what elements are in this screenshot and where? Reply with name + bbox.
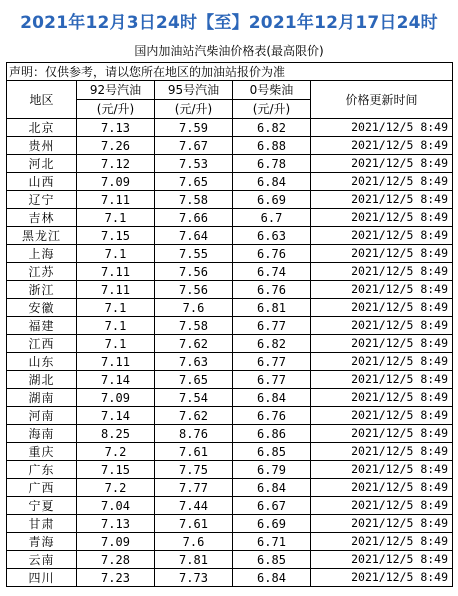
region-cell: 四川	[7, 569, 77, 587]
updated-cell: 2021/12/5 8:49	[311, 497, 453, 515]
notice-row	[7, 63, 453, 81]
price-95-cell: 7.56	[155, 281, 233, 299]
price-0-cell: 6.76	[233, 407, 311, 425]
table-row	[7, 155, 453, 173]
price-95-cell: 7.44	[155, 497, 233, 515]
price-92-cell: 7.14	[77, 407, 155, 425]
table-row	[7, 371, 453, 389]
region-cell: 安徽	[7, 299, 77, 317]
table-row	[7, 389, 453, 407]
table-row	[7, 227, 453, 245]
region-cell: 上海	[7, 245, 77, 263]
page-title: 2021年12月3日24时【至】2021年12月17日24时	[20, 13, 438, 33]
table-row	[7, 353, 453, 371]
price-0-cell: 6.82	[233, 119, 311, 137]
region-cell: 河南	[7, 407, 77, 425]
price-92-cell: 7.15	[77, 461, 155, 479]
updated-cell: 2021/12/5 8:49	[311, 317, 453, 335]
region-cell: 黑龙江	[7, 227, 77, 245]
price-92-cell: 7.09	[77, 533, 155, 551]
price-0-cell: 6.76	[233, 245, 311, 263]
region-cell: 广西	[7, 479, 77, 497]
price-0-cell: 6.67	[233, 497, 311, 515]
price-92-cell: 7.11	[77, 353, 155, 371]
notice-text: 声明：仅供参考，请以您所在地区的加油站报价为准	[7, 63, 453, 81]
header-updated: 价格更新时间	[311, 81, 453, 119]
price-0-cell: 6.85	[233, 551, 311, 569]
updated-cell: 2021/12/5 8:49	[311, 353, 453, 371]
region-cell: 海南	[7, 425, 77, 443]
table-row	[7, 281, 453, 299]
price-0-cell: 6.86	[233, 425, 311, 443]
updated-cell: 2021/12/5 8:49	[311, 533, 453, 551]
price-92-cell: 7.15	[77, 227, 155, 245]
table-row	[7, 425, 453, 443]
price-92-cell: 7.09	[77, 173, 155, 191]
region-cell: 甘肃	[7, 515, 77, 533]
region-cell: 湖南	[7, 389, 77, 407]
table-row	[7, 299, 453, 317]
price-0-cell: 6.82	[233, 335, 311, 353]
price-95-cell: 7.61	[155, 443, 233, 461]
table-row	[7, 191, 453, 209]
price-0-cell: 6.79	[233, 461, 311, 479]
header-region: 地区	[7, 81, 77, 119]
price-0-cell: 6.77	[233, 353, 311, 371]
price-92-cell: 8.25	[77, 425, 155, 443]
price-95-cell: 7.75	[155, 461, 233, 479]
price-0-cell: 6.84	[233, 479, 311, 497]
updated-cell: 2021/12/5 8:49	[311, 281, 453, 299]
region-cell: 山西	[7, 173, 77, 191]
price-92-cell: 7.26	[77, 137, 155, 155]
price-92-cell: 7.12	[77, 155, 155, 173]
unit-92: (元/升)	[77, 100, 155, 119]
updated-cell: 2021/12/5 8:49	[311, 299, 453, 317]
price-0-cell: 6.63	[233, 227, 311, 245]
price-95-cell: 7.53	[155, 155, 233, 173]
price-95-cell: 7.56	[155, 263, 233, 281]
updated-cell: 2021/12/5 8:49	[311, 173, 453, 191]
region-cell: 湖北	[7, 371, 77, 389]
region-cell: 贵州	[7, 137, 77, 155]
updated-cell: 2021/12/5 8:49	[311, 245, 453, 263]
updated-cell: 2021/12/5 8:49	[311, 191, 453, 209]
table-row	[7, 407, 453, 425]
region-cell: 河北	[7, 155, 77, 173]
price-table	[6, 62, 453, 587]
price-95-cell: 7.77	[155, 479, 233, 497]
updated-cell: 2021/12/5 8:49	[311, 425, 453, 443]
price-95-cell: 7.66	[155, 209, 233, 227]
price-0-cell: 6.7	[233, 209, 311, 227]
price-92-cell: 7.1	[77, 209, 155, 227]
header-92-gasoline: 92号汽油	[77, 81, 155, 100]
price-95-cell: 7.65	[155, 371, 233, 389]
price-0-cell: 6.69	[233, 191, 311, 209]
table-row	[7, 461, 453, 479]
price-0-cell: 6.88	[233, 137, 311, 155]
updated-cell: 2021/12/5 8:49	[311, 227, 453, 245]
price-95-cell: 7.59	[155, 119, 233, 137]
price-92-cell: 7.14	[77, 371, 155, 389]
region-cell: 福建	[7, 317, 77, 335]
price-95-cell: 7.64	[155, 227, 233, 245]
price-92-cell: 7.28	[77, 551, 155, 569]
updated-cell: 2021/12/5 8:49	[311, 263, 453, 281]
price-95-cell: 8.76	[155, 425, 233, 443]
price-92-cell: 7.11	[77, 281, 155, 299]
table-row	[7, 551, 453, 569]
table-row	[7, 263, 453, 281]
price-0-cell: 6.84	[233, 389, 311, 407]
table-row	[7, 443, 453, 461]
price-92-cell: 7.09	[77, 389, 155, 407]
updated-cell: 2021/12/5 8:49	[311, 479, 453, 497]
price-0-cell: 6.76	[233, 281, 311, 299]
updated-cell: 2021/12/5 8:49	[311, 389, 453, 407]
updated-cell: 2021/12/5 8:49	[311, 155, 453, 173]
table-row	[7, 137, 453, 155]
table-row	[7, 245, 453, 263]
updated-cell: 2021/12/5 8:49	[311, 443, 453, 461]
price-92-cell: 7.1	[77, 317, 155, 335]
table-row	[7, 173, 453, 191]
price-95-cell: 7.62	[155, 407, 233, 425]
unit-95: (元/升)	[155, 100, 233, 119]
price-95-cell: 7.73	[155, 569, 233, 587]
table-row	[7, 569, 453, 587]
price-95-cell: 7.55	[155, 245, 233, 263]
price-0-cell: 6.78	[233, 155, 311, 173]
price-92-cell: 7.1	[77, 245, 155, 263]
price-95-cell: 7.6	[155, 533, 233, 551]
price-0-cell: 6.77	[233, 317, 311, 335]
table-row	[7, 497, 453, 515]
price-table-body	[7, 63, 453, 587]
updated-cell: 2021/12/5 8:49	[311, 137, 453, 155]
updated-cell: 2021/12/5 8:49	[311, 371, 453, 389]
unit-0: (元/升)	[233, 100, 311, 119]
table-row	[7, 209, 453, 227]
header-0-diesel: 0号柴油	[233, 81, 311, 100]
region-cell: 云南	[7, 551, 77, 569]
updated-cell: 2021/12/5 8:49	[311, 407, 453, 425]
price-0-cell: 6.81	[233, 299, 311, 317]
region-cell: 吉林	[7, 209, 77, 227]
price-0-cell: 6.71	[233, 533, 311, 551]
updated-cell: 2021/12/5 8:49	[311, 209, 453, 227]
price-92-cell: 7.13	[77, 515, 155, 533]
page-subtitle: 国内加油站汽柴油价格表(最高限价)	[134, 44, 324, 58]
region-cell: 宁夏	[7, 497, 77, 515]
table-row	[7, 515, 453, 533]
table-row	[7, 533, 453, 551]
price-0-cell: 6.77	[233, 371, 311, 389]
price-0-cell: 6.85	[233, 443, 311, 461]
price-95-cell: 7.58	[155, 191, 233, 209]
table-row	[7, 335, 453, 353]
price-92-cell: 7.1	[77, 299, 155, 317]
table-row	[7, 317, 453, 335]
price-0-cell: 6.84	[233, 569, 311, 587]
region-cell: 浙江	[7, 281, 77, 299]
price-95-cell: 7.63	[155, 353, 233, 371]
price-95-cell: 7.58	[155, 317, 233, 335]
updated-cell: 2021/12/5 8:49	[311, 335, 453, 353]
region-cell: 青海	[7, 533, 77, 551]
updated-cell: 2021/12/5 8:49	[311, 551, 453, 569]
header-95-gasoline: 95号汽油	[155, 81, 233, 100]
updated-cell: 2021/12/5 8:49	[311, 461, 453, 479]
price-92-cell: 7.23	[77, 569, 155, 587]
price-92-cell: 7.2	[77, 443, 155, 461]
region-cell: 重庆	[7, 443, 77, 461]
price-92-cell: 7.13	[77, 119, 155, 137]
region-cell: 江西	[7, 335, 77, 353]
price-95-cell: 7.62	[155, 335, 233, 353]
price-95-cell: 7.65	[155, 173, 233, 191]
price-95-cell: 7.81	[155, 551, 233, 569]
price-95-cell: 7.6	[155, 299, 233, 317]
updated-cell: 2021/12/5 8:49	[311, 119, 453, 137]
price-95-cell: 7.54	[155, 389, 233, 407]
region-cell: 山东	[7, 353, 77, 371]
price-92-cell: 7.2	[77, 479, 155, 497]
price-92-cell: 7.11	[77, 263, 155, 281]
header-row	[7, 81, 453, 100]
price-92-cell: 7.1	[77, 335, 155, 353]
price-95-cell: 7.67	[155, 137, 233, 155]
updated-cell: 2021/12/5 8:49	[311, 569, 453, 587]
price-92-cell: 7.04	[77, 497, 155, 515]
region-cell: 江苏	[7, 263, 77, 281]
price-0-cell: 6.74	[233, 263, 311, 281]
region-cell: 辽宁	[7, 191, 77, 209]
table-row	[7, 479, 453, 497]
price-sheet	[6, 6, 452, 587]
table-row	[7, 119, 453, 137]
price-92-cell: 7.11	[77, 191, 155, 209]
price-0-cell: 6.84	[233, 173, 311, 191]
price-0-cell: 6.69	[233, 515, 311, 533]
region-cell: 北京	[7, 119, 77, 137]
updated-cell: 2021/12/5 8:49	[311, 515, 453, 533]
price-95-cell: 7.61	[155, 515, 233, 533]
region-cell: 广东	[7, 461, 77, 479]
